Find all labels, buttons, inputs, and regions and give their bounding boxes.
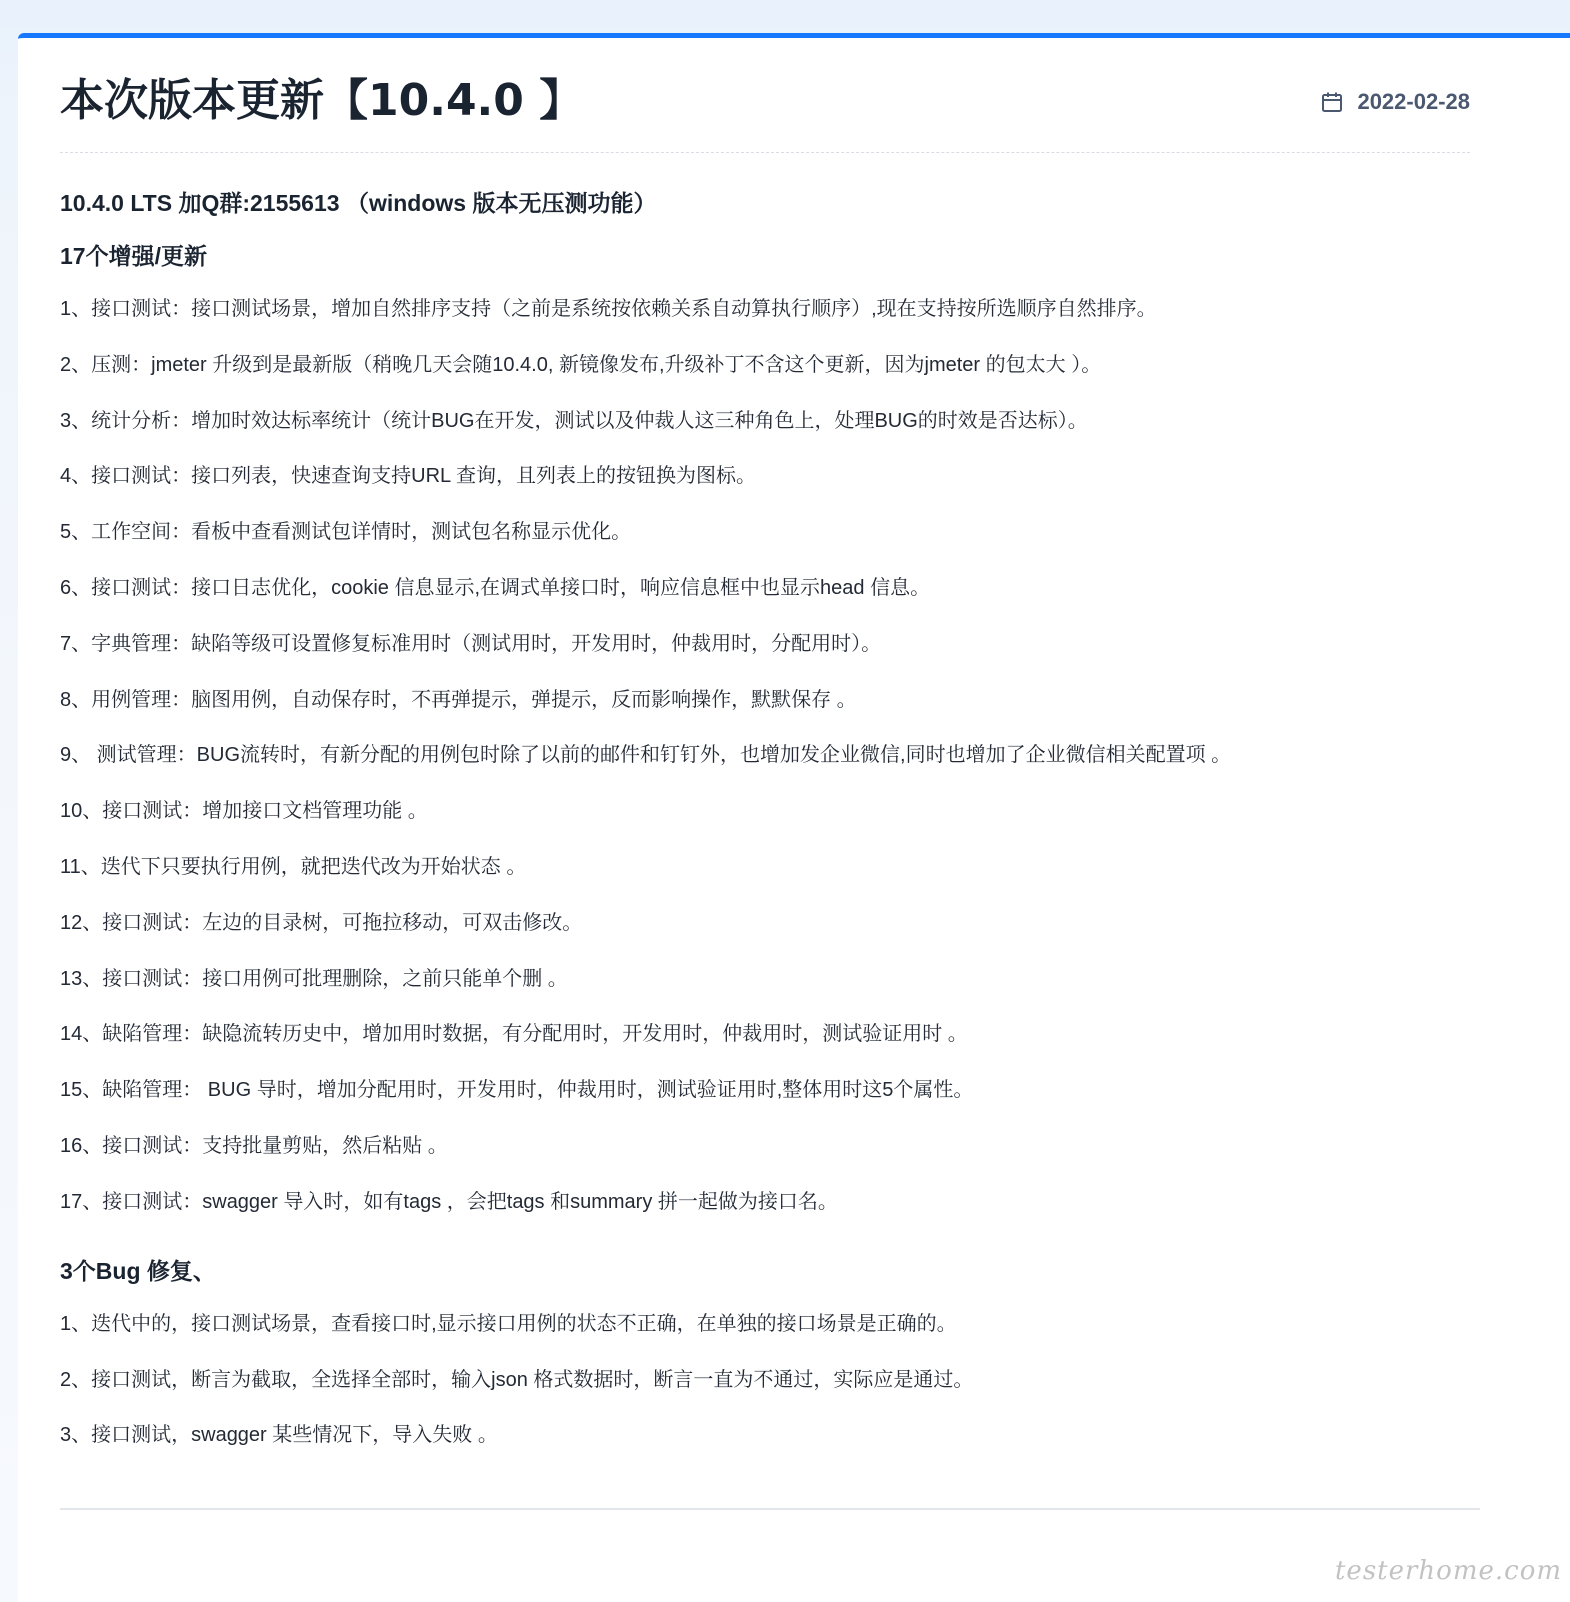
publish-date [1321,88,1470,116]
header-divider [60,152,1470,153]
list-item: 14、缺陷管理：缺隐流转历史中，增加用时数据，有分配用时，开发用时，仲裁用时，测试验证用时 。 [60,1023,968,1046]
article-header [60,74,1470,154]
page-title: 本次版本更新【10.4.0 】 [60,75,584,126]
list-item: 4、接口测试：接口列表，快速查询支持URL 查询，且列表上的按钮换为图标。 [60,465,756,488]
footer-divider [60,1508,1480,1510]
list-item: 5、工作空间：看板中查看测试包详情时，测试包名称显示优化。 [60,521,632,544]
list-item: 8、用例管理：脑图用例，自动保存时，不再弹提示，弹提示，反而影响操作，默默保存 。 [60,688,857,711]
list-item: 7、字典管理：缺陷等级可设置修复标准用时（测试用时，开发用时，仲裁用时，分配用时）。 [60,632,882,655]
version-subtitle: 10.4.0 LTS 加Q群:2155613 （windows 版本无压测功能） [60,190,657,216]
watermark: testerhome.com [1334,1556,1562,1586]
list-item: 3、接口测试，swagger 某些情况下，导入失败 。 [60,1424,498,1447]
bugfix-heading: 3个Bug 修复、 [60,1257,216,1284]
list-item: 2、压测：jmeter 升级到是最新版（稍晚几天会随10.4.0, 新镜像发布,升级补丁不含这个更新，因为jmeter 的包太大 ）。 [60,353,1102,376]
list-item: 17、接口测试：swagger 导入时，如有tags ，会把tags 和summary 拼一起做为接口名。 [60,1190,838,1213]
bugfix-list [60,1311,1480,1449]
list-item: 2、接口测试，断言为截取，全选择全部时，输入json 格式数据时，断言一直为不通过，实际应是通过。 [60,1368,974,1391]
list-item: 3、统计分析：增加时效达标率统计（统计BUG在开发，测试以及仲裁人这三种角色上，处理BUG的时效是否达标）。 [60,409,1088,432]
list-item: 11、迭代下只要执行用例，就把迭代改为开始状态 。 [60,855,527,878]
list-item: 10、接口测试：增加接口文档管理功能 。 [60,800,428,823]
list-item: 12、接口测试：左边的目录树，可拖拉移动，可双击修改。 [60,911,583,934]
list-item: 16、接口测试：支持批量剪贴，然后粘贴 。 [60,1134,448,1157]
calendar-icon [1321,91,1343,113]
enhancements-list [60,296,1480,1215]
date-text: 2022-02-28 [1357,89,1470,114]
list-item: 1、接口测试：接口测试场景，增加自然排序支持（之前是系统按依赖关系自动算执行顺序）,现在支持按所选顺序自然排序。 [60,298,1157,320]
enhancements-heading: 17个增强/更新 [60,243,207,269]
list-item: 13、接口测试：接口用例可批理删除，之前只能单个删 。 [60,967,568,990]
list-item: 1、迭代中的，接口测试场景，查看接口时,显示接口用例的状态不正确，在单独的接口场景是正确的。 [60,1312,957,1335]
article-body [60,188,1480,1448]
list-item: 15、缺陷管理： BUG 导时，增加分配用时，开发用时，仲裁用时，测试验证用时,整体用时这5个属性。 [60,1079,974,1102]
list-item: 6、接口测试：接口日志优化，cookie 信息显示,在调式单接口时，响应信息框中也显示head 信息。 [60,576,931,599]
list-item: 9、 测试管理：BUG流转时，有新分配的用例包时除了以前的邮件和钉钉外，也增加发企业微信,同时也增加了企业微信相关配置项 。 [60,744,1232,767]
